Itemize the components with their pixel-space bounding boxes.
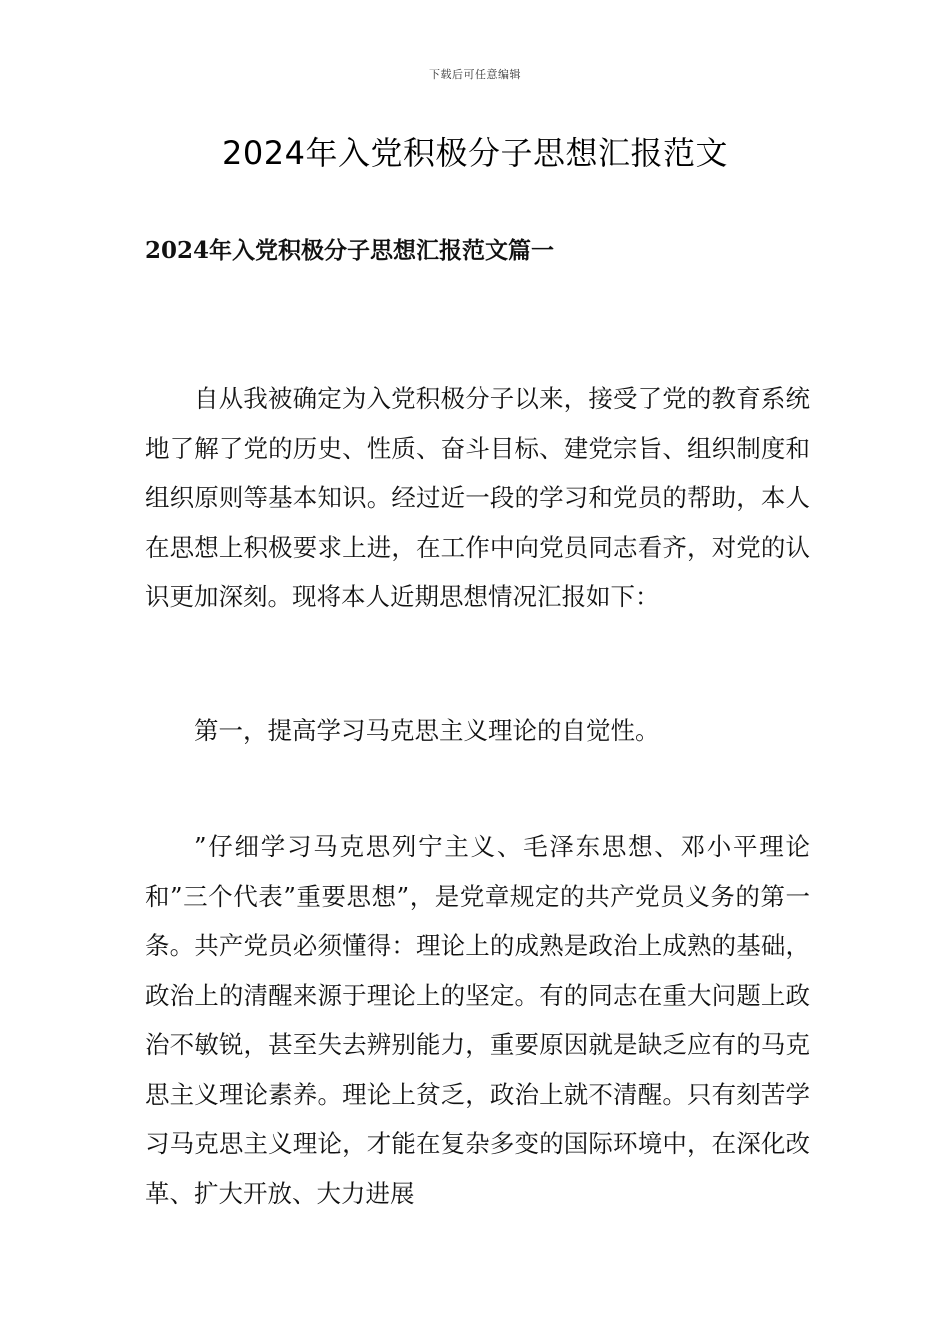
section-heading: 2024年入党积极分子思想汇报范文篇一 bbox=[145, 237, 555, 264]
document-title: 2024年入党积极分子思想汇报范文 bbox=[222, 134, 728, 172]
body-paragraph: 第一，提高学习马克思主义理论的自觉性。 bbox=[194, 716, 660, 745]
body-paragraph: 自从我被确定为入党积极分子以来，接受了党的教育系统地了解了党的历史、性质、奋斗目标、建党宗旨、组织制度和组织原则等基本知识。经过近一段的学习和党员的帮助，本人在思想上积极要求上进，在工作中向党员同志看齐，对党的认识更加深刻。现将本人近期思想情况汇报如下： bbox=[145, 384, 810, 611]
body-paragraph: ”仔细学习马克思列宁主义、毛泽东思想、邓小平理论和”三个代表”重要思想”，是党章规定的共产党员义务的第一条。共产党员必须懂得：理论上的成熟是政治上成熟的基础，政治上的清醒来源于理论上的坚定。有的同志在重大问题上政治不敏锐，甚至失去辨别能力，重要原因就是缺乏应有的马克思主义理论素养。理论上贫乏，政治上就不清醒。只有刻苦学习马克思主义理论，才能在复杂多变的国际环境中，在深化改革、扩大开放、大力进展 bbox=[145, 832, 810, 1208]
header-note: 下载后可任意编辑 bbox=[429, 68, 521, 81]
